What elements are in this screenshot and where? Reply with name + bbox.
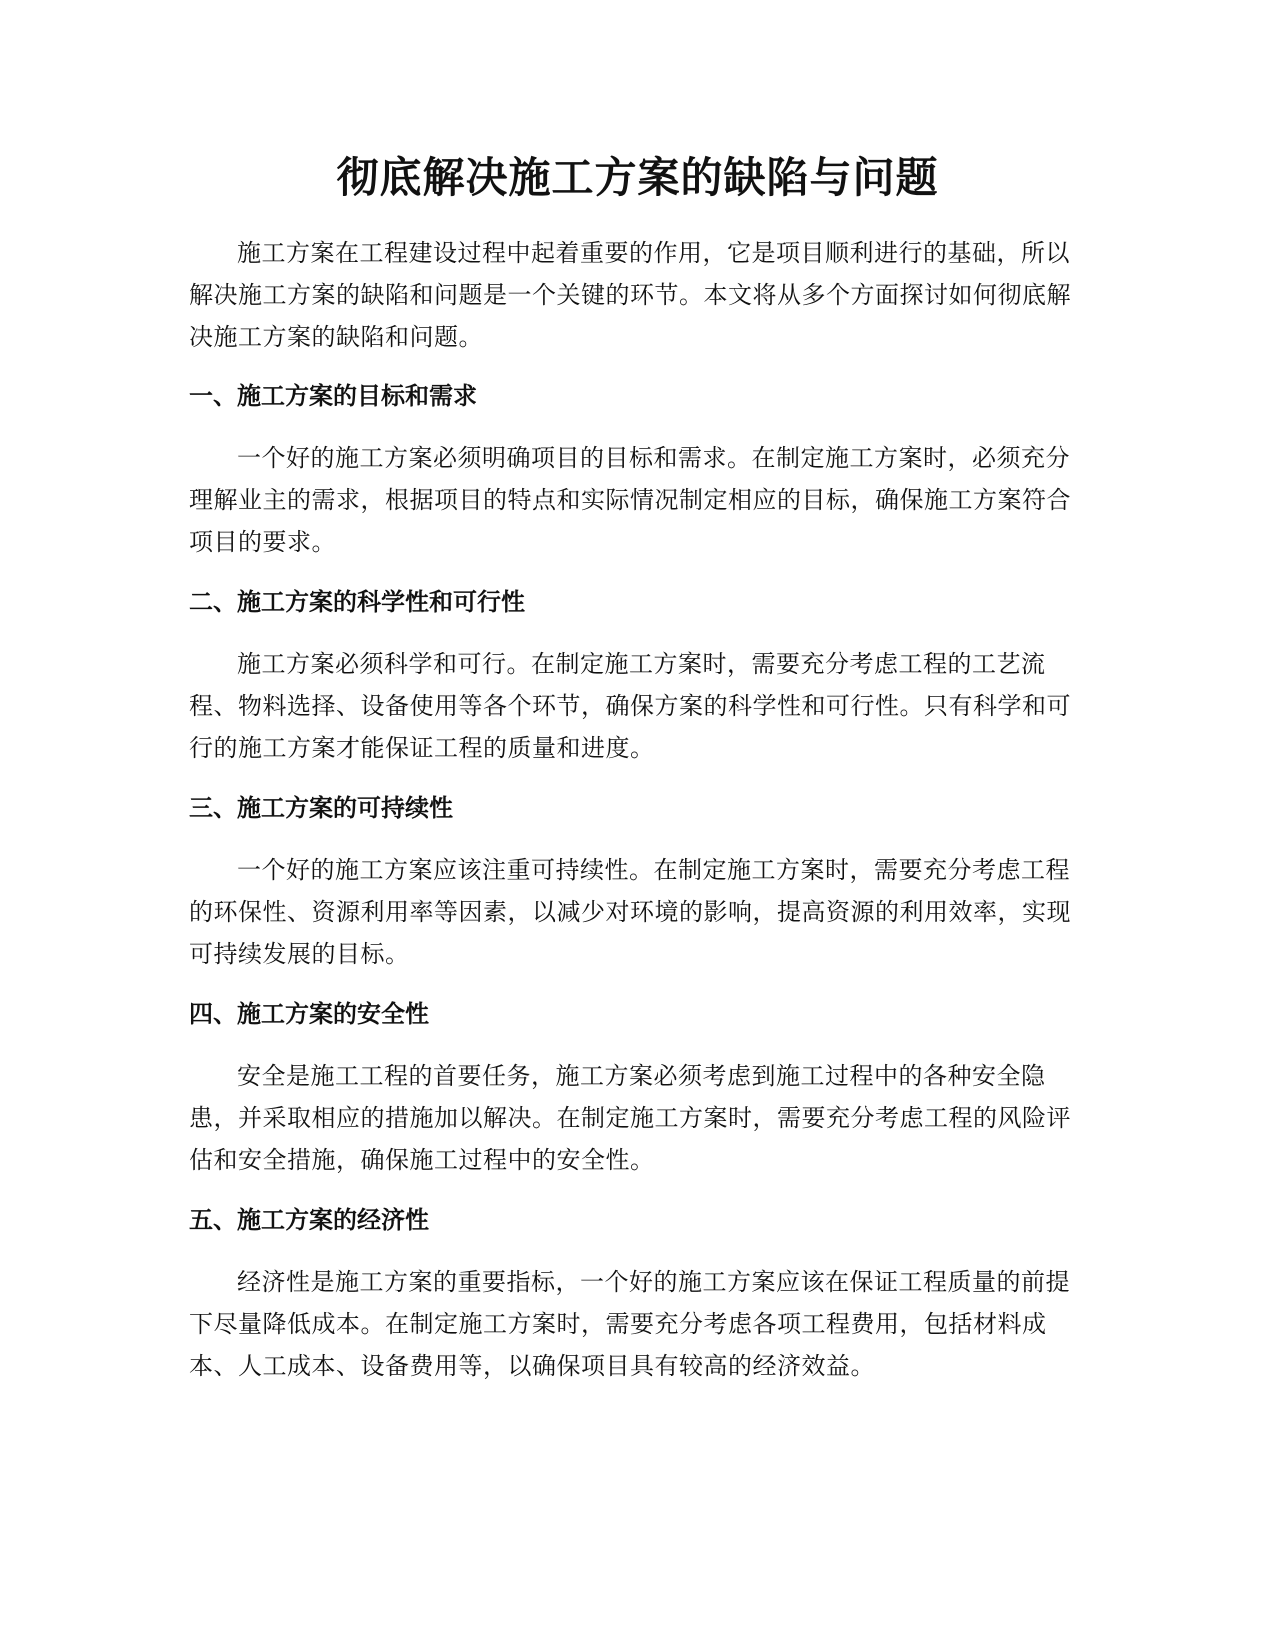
section-body-1: 一个好的施工方案必须明确项目的目标和需求。在制定施工方案时，必须充分理解业主的需求，根据项目的特点和实际情况制定相应的目标，确保施工方案符合项目的要求。	[189, 444, 1071, 556]
page-title: 彻底解决施工方案的缺陷与问题	[336, 153, 939, 202]
section-heading-3: 三、施工方案的可持续性	[189, 794, 453, 822]
section-body-3: 一个好的施工方案应该注重可持续性。在制定施工方案时，需要充分考虑工程的环保性、资源利用率等因素，以减少对环境的影响，提高资源的利用效率，实现可持续发展的目标。	[189, 856, 1071, 968]
section-heading-2: 二、施工方案的科学性和可行性	[189, 588, 525, 616]
section-heading-4: 四、施工方案的安全性	[189, 1000, 429, 1028]
section-heading-1: 一、施工方案的目标和需求	[189, 382, 477, 410]
section-body-5: 经济性是施工方案的重要指标，一个好的施工方案应该在保证工程质量的前提下尽量降低成本。在制定施工方案时，需要充分考虑各项工程费用，包括材料成本、人工成本、设备费用等，以确保项目具有较高的经济效益。	[189, 1268, 1070, 1380]
intro-paragraph: 施工方案在工程建设过程中起着重要的作用，它是项目顺利进行的基础，所以解决施工方案的缺陷和问题是一个关键的环节。本文将从多个方面探讨如何彻底解决施工方案的缺陷和问题。	[189, 239, 1071, 351]
section-body-2: 施工方案必须科学和可行。在制定施工方案时，需要充分考虑工程的工艺流程、物料选择、设备使用等各个环节，确保方案的科学性和可行性。只有科学和可行的施工方案才能保证工程的质量和进度。	[189, 650, 1071, 762]
section-heading-5: 五、施工方案的经济性	[189, 1206, 429, 1234]
section-body-4: 安全是施工工程的首要任务，施工方案必须考虑到施工过程中的各种安全隐患，并采取相应的措施加以解决。在制定施工方案时，需要充分考虑工程的风险评估和安全措施，确保施工过程中的安全性。	[189, 1062, 1071, 1174]
